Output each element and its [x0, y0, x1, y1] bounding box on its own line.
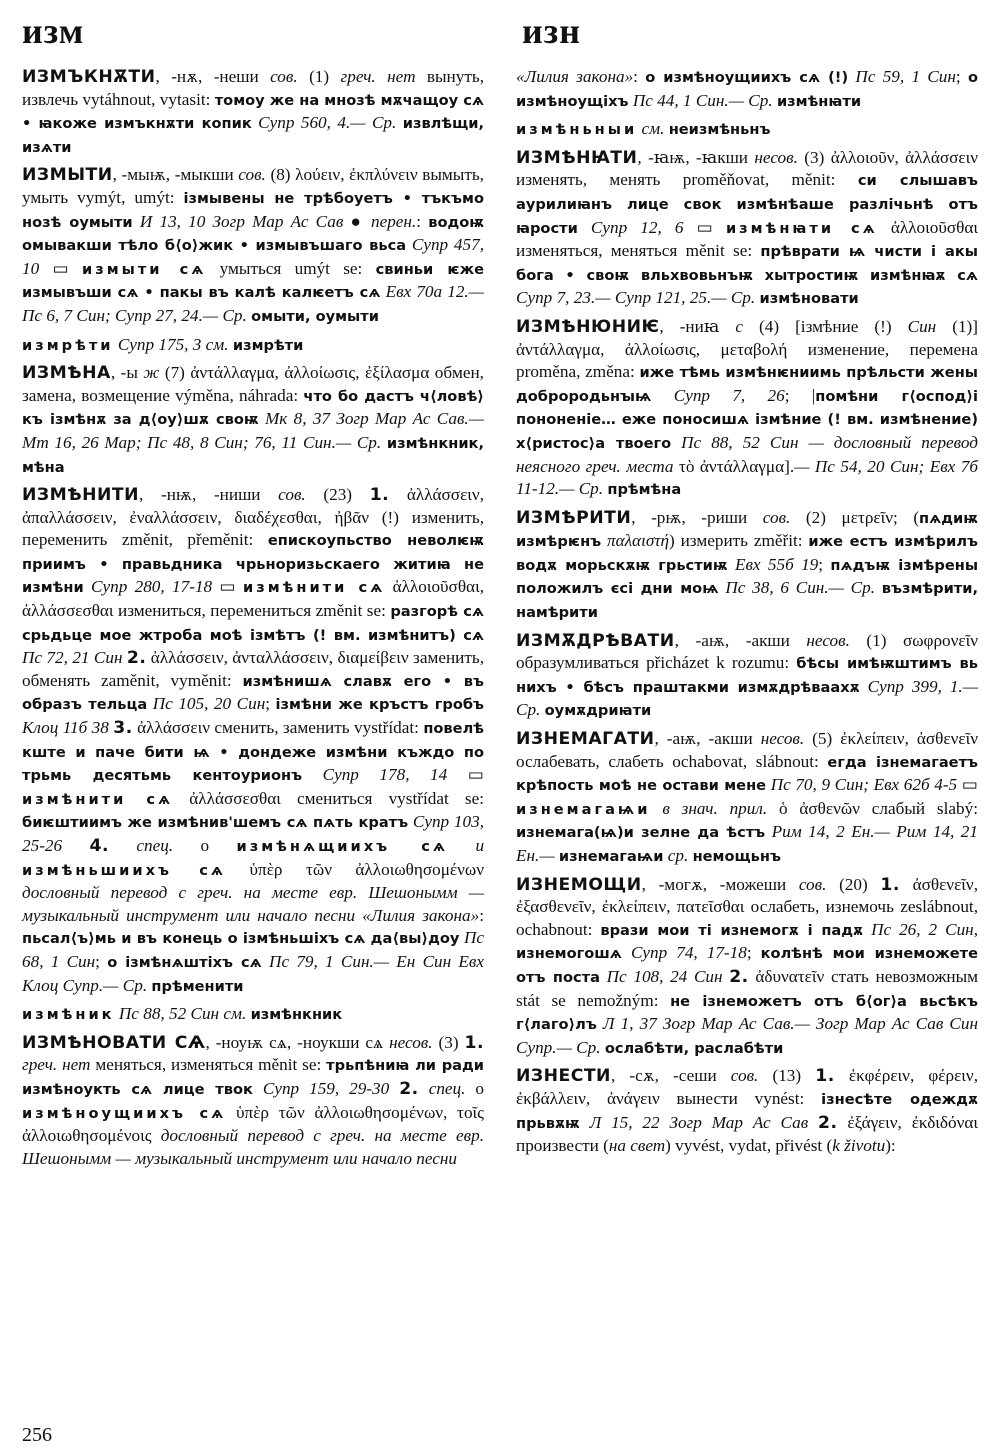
entry-text: Пс 38, 6 Син.— Ср.	[725, 578, 876, 598]
entry-text: сов.	[798, 874, 827, 894]
entry-text: измѣнꙗти сѧ	[725, 219, 878, 237]
entry-text	[578, 218, 591, 237]
entry-text: , -рѭ, -риши	[631, 507, 763, 527]
entry-text: измѣнкник	[250, 1006, 343, 1024]
entry-text: (23)	[305, 485, 370, 505]
entry-text: ▭	[212, 577, 243, 597]
entry-text: греч. нет	[22, 1055, 91, 1075]
entry-text: παλαιστή	[606, 531, 670, 551]
entry-text: Пс 72, 21 Син	[22, 648, 123, 668]
entry-text: Пс 68, 1 Син	[22, 928, 484, 971]
entry-headword: ИЗМЪКНѪТИ	[22, 67, 156, 87]
entry-text: Супр 159, 29-30	[262, 1078, 390, 1098]
entry-text: Клоц 11б 38	[22, 718, 109, 738]
entry-text: , -нѫ, -неши	[155, 67, 271, 86]
entry-text: с	[735, 316, 743, 336]
entry-text: Пс 26, 2 Син	[871, 919, 974, 939]
entry-text: сов.	[238, 165, 266, 185]
entry-text: измѣнкник, мѣна	[22, 434, 485, 476]
entry-text: ▭	[683, 217, 726, 237]
entry-text: Пс 44, 1 Син.— Ср.	[632, 90, 773, 110]
entry-headword: 2.	[818, 1112, 838, 1133]
entry-text: измѣнити сѧ	[242, 579, 386, 597]
entry-headword: 1.	[369, 485, 390, 506]
entry-text: (20)	[826, 874, 881, 894]
entry-headword: 4.	[89, 836, 109, 856]
entry-text: что бо дастъ ч⟨ловѣ⟩къ ізмѣнѫ за д⟨оу⟩шѫ своѭ	[22, 387, 484, 429]
entry-text	[580, 1113, 590, 1132]
entry-text: :	[416, 211, 429, 231]
entry-text: (1) σωφρονεῖν образумливаться přicházet k rozumu:	[516, 630, 979, 673]
right-column	[516, 66, 978, 1163]
entry-text: томоу же на мнозѣ мѫчащоу сѧ • ꙗкоже измъкнѫти копик	[22, 91, 484, 133]
entry-text: трьпѣниꙗ ли ради измѣноукть сѧ лице твок	[22, 1057, 484, 1098]
dictionary-entry	[516, 507, 978, 625]
entry-headword: 2.	[729, 966, 749, 987]
entry-text: егда ізнемагаетъ крѣпость моѣ не остави мене	[516, 753, 979, 795]
entry-text: И 13, 10 Зогр Мар Ас Сав ● перен.	[139, 211, 417, 231]
entry-text: Супр 175, 3 см.	[117, 334, 229, 354]
entry-text: (13)	[758, 1066, 816, 1086]
entry-text: Супр 12, 6	[590, 217, 684, 237]
entry-text	[863, 920, 871, 939]
entry-text: , -ы	[110, 363, 144, 383]
entry-text: спец.	[136, 836, 174, 855]
entry-text: Пс 70, 9 Син; Евх 62б 4-5	[770, 775, 958, 795]
dictionary-entry	[516, 874, 978, 1061]
entry-text: (3) ἀλλοιοῦν, ἀλλάσσειν изменять, менять proměňovat, měnit:	[516, 147, 978, 190]
entry-text	[728, 555, 735, 574]
entry-text: пьсал⟨ъ⟩мь и въ конець о ізмѣньшіхъ сѧ да⟨вы⟩доу	[22, 930, 460, 948]
entry-text	[133, 212, 140, 231]
entry-text: ;	[95, 951, 108, 971]
entry-text: разгорѣ сѧ срьдьце мое жтроба моѣ ізмѣтъ (! вм. измѣнитъ) сѧ	[22, 603, 485, 644]
entry-text: ;	[818, 554, 831, 574]
entry-text	[622, 943, 631, 962]
entry-text: Рим 14, 2 Ен.— Рим 14, 21 Ен.—	[516, 822, 978, 865]
entry-text: извлѣщи, изѧти	[22, 115, 485, 156]
entry-text: Пс 59, 1 Син	[855, 67, 956, 86]
entry-text: ) vyvést, vydat, přivést (	[665, 1136, 833, 1156]
entry-headword: ИЗМѢНОВАТИ СѦ	[22, 1032, 206, 1053]
entry-text: , -сѫ, -сеши	[610, 1066, 731, 1086]
entry-text: ▭	[447, 765, 484, 785]
entry-headword: ИЗМѢНЮНИѤ	[516, 316, 660, 337]
entry-text: Супр 560, 4.— Ср.	[258, 113, 397, 133]
entry-text: ὑπὲρ τῶν ἀλλοιωθησομένων, τοῖς ἀλλοιωθησομένοις	[22, 1102, 484, 1146]
entry-text	[389, 1079, 399, 1098]
dictionary-entry	[516, 1065, 978, 1157]
entry-text: в знач. прил.	[662, 798, 768, 818]
entry-text: о	[465, 1078, 484, 1098]
entry-text: повелѣ кште и паче бити ѩ • дондеже измѣни къждо по трьмь десятьмь кентоурионъ	[22, 720, 484, 785]
entry-text: ἀλλάσσειν, ἀπαλλάσσειν, ἐναλλάσσειν, διαδέχεσθαι, ἠβᾶν (!) изменить, переменить změnit, přeměnit:	[22, 485, 484, 550]
dictionary-entry	[22, 66, 484, 159]
entry-text: изнемагаѩи	[558, 848, 664, 865]
entry-text: (1)	[297, 67, 341, 86]
entry-text: ізмывены не трѣбоуетъ • тъкъмо нозѣ оумыти	[22, 189, 484, 231]
entry-text	[651, 386, 673, 405]
entry-text: измѣньшиихъ сѧ	[22, 861, 227, 879]
entry-text: Мк 8, 37 Зогр Мар Ас Сав.— Мт 16, 26 Мар; Пс 48, 8 Син; 76, 11 Син.— Ср.	[22, 409, 484, 452]
entry-text: Син	[907, 316, 937, 336]
entry-text: ἐξάγειν, ἐκδιδόναι произвести (	[516, 1112, 979, 1156]
entry-text: k životu	[832, 1136, 886, 1156]
entry-text: омыти, оумыти	[251, 307, 379, 325]
entry-text	[875, 578, 882, 597]
entry-headword: ИЗМЫТИ	[22, 165, 113, 186]
entry-text: помѣни г⟨оспод⟩і пононеніе… еже поносишѧ ізмѣние (! вм. измѣнение) х⟨ристос⟩а твоего	[516, 387, 979, 452]
entry-text: Супр 280, 17-18	[91, 577, 213, 597]
entry-text: греч. нет	[340, 67, 416, 86]
entry-text: измѣньныи	[516, 121, 638, 139]
entry-text: врази мои ті изнемогѫ і падѫ	[600, 921, 864, 939]
entry-text: , -нѭ, -ниши	[139, 485, 279, 505]
entry-headword: ИЗМѪДРѢВАТИ	[516, 630, 675, 651]
entry-text	[262, 952, 269, 971]
entry-text: меняться, изменяться měnit se:	[90, 1055, 327, 1075]
page-number: 256	[22, 1424, 52, 1446]
entry-text: ослабѣти, раслабѣти	[604, 1039, 784, 1057]
dictionary-entry	[516, 118, 978, 142]
entry-text: ἀσθενεῖν, ἐξασθενεῖν, ἐκλείπειν, πατεῖσθαι ослабеть, изнемочь zeslábnout, ochabnout:	[516, 874, 978, 939]
entry-headword: ИЗНЕСТИ	[516, 1066, 611, 1087]
entry-text: прѣмѣна	[607, 481, 682, 499]
entry-text: (1)] ἀντάλλαγμα, ἀλλοίωσις, μεταβολή изменение, перемена proměna, změna:	[516, 316, 979, 382]
entry-text: прѣврати ѩ чисти і акы бога • своѭ вльхвовьнъѭ хытростиѭ измѣнꙗѫ сѧ	[516, 243, 978, 284]
entry-text: ▭	[957, 775, 978, 795]
entry-text: ὑπὲρ τῶν ἀλλοιωθησομένων	[226, 859, 485, 879]
entry-text: изнемагаѩи	[516, 800, 651, 818]
entry-text: сов.	[270, 67, 298, 86]
entry-text: Супр 178, 14	[322, 765, 448, 785]
entry-text: сов.	[278, 485, 306, 505]
entry-text: ἀλλάσσειν, ἀνταλλάσσειν, διαμείβειν заменить, обменять zaměnit, vyměnit:	[22, 648, 484, 690]
entry-text: измѣнꙗти	[776, 92, 862, 110]
entry-text: несов.	[760, 729, 805, 749]
entry-text: ізнесѣте одеждѫ прьвѫѭ	[516, 1090, 978, 1132]
entry-text: (3)	[432, 1032, 465, 1052]
entry-text: на свет	[608, 1136, 666, 1156]
entry-text	[84, 577, 91, 596]
entry-text: ізмѣни же кръстъ гробъ	[275, 696, 485, 714]
entry-text: , -аѭ, -акши	[674, 630, 807, 650]
entry-text: , -ꙗѭ, -ꙗкши	[637, 147, 755, 167]
entry-text: ἀλλάσσειν сменить, заменить vystřídat:	[132, 718, 424, 738]
entry-text: умыться umýt se:	[206, 258, 376, 278]
entry-text: ;	[955, 67, 968, 86]
entry-text: несов.	[754, 147, 798, 167]
entry-text: (4) [ізмѣние (!)	[742, 316, 908, 336]
entry-text: (2) μετρεῖν; (	[790, 507, 920, 527]
entry-headword: ИЗНЕМАГАТИ	[516, 729, 655, 750]
entry-text: , -мыѭ, -мыкши	[112, 165, 239, 185]
entry-text: сов.	[730, 1066, 759, 1086]
entry-headword: ИЗМѢНА	[22, 363, 111, 384]
entry-text: измѣноущиихъ сѧ	[22, 1104, 227, 1122]
entry-text	[808, 1113, 818, 1132]
entry-headword: 1.	[464, 1032, 484, 1053]
entry-text: ;	[746, 943, 761, 963]
entry-text: (8) λούειν, ἐκπλύνειν вымыть, умыть vymýt, umýt:	[22, 165, 484, 207]
entry-text: Супр 103, 25-26	[22, 812, 484, 855]
entry-text	[302, 765, 323, 784]
entry-text: измрѣти	[22, 336, 114, 354]
entry-text: дословный перевод с греч. на месте евр. Шешонымм — музыкальный инструмент или начало песни «Лилия закона»	[22, 883, 484, 925]
entry-text	[651, 799, 663, 818]
entry-text: (7) ἀντάλλαγμα, ἀλλοίωσις, ἐξίλασμα обмен, замена, возмещение výměna, náhrada:	[22, 363, 484, 405]
dictionary-entry	[22, 1032, 484, 1171]
entry-text: Супр 7, 26	[673, 385, 785, 405]
entry-text: ▭	[39, 258, 82, 278]
entry-text: несов.	[389, 1032, 433, 1052]
entry-text: оумѫдриꙗти	[544, 702, 652, 720]
entry-text: иже естъ измѣрилъ водѫ морьскѫѭ грьстиѭ	[516, 533, 978, 574]
entry-text: изнемага(ѩ)и зелне да ѣстъ	[516, 824, 766, 842]
entry-text: възмѣрити, намѣрити	[516, 580, 979, 622]
entry-text: Супр 7, 23.— Супр 121, 25.— Ср.	[516, 288, 756, 308]
entry-text: измѣнѧщиихъ сѧ	[236, 838, 449, 855]
entry-text: измѣник	[22, 1006, 115, 1024]
entry-text: ср.	[667, 846, 689, 865]
entry-text: ,	[973, 919, 978, 939]
entry-text: измѣнишѧ славѫ его • въ образъ тельца	[22, 672, 484, 714]
entry-text: Евх 55б 19	[734, 554, 819, 574]
entry-text: о ізмѣнѧштіхъ сѧ	[107, 953, 262, 971]
entry-text: бѣсы имѣѭштимъ вь ниxъ • бѣсъ праштакми измѫдрѣваахѫ	[516, 655, 978, 696]
left-column	[22, 66, 484, 1175]
entry-text: Пс 88, 52 Син см.	[118, 1004, 247, 1024]
entry-text: колѣнѣ мои изнеможете отъ поста	[516, 945, 979, 986]
entry-text: Супр 457, 10	[22, 235, 485, 278]
entry-text: — Пс 54, 20 Син; Евх 7б 11-12.— Ср.	[516, 456, 978, 499]
running-head-right: изн	[522, 11, 581, 51]
entry-headword: 1.	[880, 874, 900, 895]
entry-text	[671, 433, 681, 452]
dictionary-entry	[516, 147, 978, 311]
entry-text: несов.	[806, 630, 850, 650]
entry-text: ὁ ἀσθενῶν слабый slabý:	[767, 798, 978, 818]
entry-text: Л 15, 22 Зогр Мар Ас Сав	[589, 1112, 809, 1132]
dictionary-entry	[22, 164, 484, 328]
entry-headword: ИЗМѢНИТИ	[22, 485, 140, 506]
entry-text: :	[633, 67, 646, 86]
entry-text: измѣновати	[759, 290, 859, 308]
entry-text: и	[475, 836, 485, 855]
entry-text: измѣнити сѧ	[22, 790, 174, 808]
entry-text: неизмѣньнъ	[668, 121, 771, 139]
entry-text: Пс 108, 24 Син	[606, 966, 723, 986]
entry-text: Супр 399, 1.— Ср.	[516, 676, 979, 720]
entry-text: Пс 88, 52 Син — дословный перевод неясного греч. места	[516, 432, 978, 476]
entry-text: епискоупьство неволѥѭ приимъ • правьдника чрьноризьскаего житиꙗ не измѣни	[22, 532, 484, 597]
entry-text: Супр 74, 17-18	[630, 943, 747, 963]
entry-text: , -ноуѭ сѧ, -ноукши сѧ	[205, 1032, 390, 1052]
entry-text: ἀλλοιοῦσθαι изменяться, меняться měnit se:	[516, 217, 978, 261]
entry-text: «Лилия закона»	[516, 67, 634, 86]
entry-text: не ізнеможетъ отъ б⟨ог⟩а вьсѣкъ г⟨лаго⟩лъ	[516, 992, 978, 1034]
entry-text: спец.	[428, 1078, 466, 1098]
entry-text: ):	[885, 1136, 896, 1156]
entry-text: пѧдъѭ ізмѣрены положилъ єсі дни моѩ	[516, 556, 979, 598]
entry-text: см.	[641, 119, 665, 139]
entry-text: биѥштиимъ же измѣнив'шемъ сѧ пѧть кратъ	[22, 814, 409, 832]
entry-text: (5) ἐκλείπειν, ἀσθενεῖν ослабевать, слабеть ochabovat, slábnout:	[516, 729, 978, 771]
entry-text: Л 1, 37 Зогр Мар Ас Сав.— Зогр Мар Ас Сав Син Супр.— Ср.	[516, 1014, 979, 1057]
running-head-left: изм	[22, 11, 85, 51]
entry-text: ἀδυνατεῖν стать невозможным stát se nemožným:	[516, 966, 978, 1010]
entry-text: , -могѫ, -можеши	[641, 874, 799, 894]
entry-text: Евх 70а 12.— Пс 6, 7 Син; Супр 27, 24.— Ср.	[22, 282, 485, 325]
entry-headword: 1.	[815, 1066, 835, 1087]
entry-text: ἐκφέρειν, φέρειν, ἐκβάλλειν, ἀνάγειν вынести vynést:	[516, 1066, 978, 1108]
dictionary-entry	[22, 484, 484, 998]
entry-headword: 2.	[126, 648, 147, 669]
entry-text: пѧдиѭ измѣрѥнъ	[516, 509, 978, 551]
dictionary-entry	[22, 362, 484, 479]
entry-text: свиньи ѥже измывъши сѧ • пакы въ калѣ калѥетъ сѧ	[22, 260, 484, 302]
entry-text: ;	[265, 694, 276, 714]
entry-text: измрѣти	[232, 336, 304, 354]
entry-text: о измѣноущиихъ сѧ (!)	[645, 69, 849, 86]
dictionary-entry	[516, 66, 978, 113]
entry-text: Пс 105, 20 Син	[152, 694, 266, 714]
entry-text: измыти сѧ	[82, 260, 207, 278]
entry-text: сов.	[762, 507, 791, 527]
entry-text	[253, 1079, 263, 1098]
entry-headword: 3.	[113, 718, 133, 739]
entry-text: , -ниꙗ	[659, 316, 736, 336]
entry-text: дословный перевод с греч. на месте евр. Шешонымм — музыкальный инструмент или начало песни	[22, 1126, 484, 1168]
entry-headword: ИЗМѢНꙖТИ	[516, 147, 638, 168]
entry-text: водоѭ омывакши тѣло б⟨о⟩жик • измывъшаго вьса	[22, 213, 485, 255]
entry-text	[62, 836, 89, 855]
entry-text	[109, 836, 136, 855]
entry-text: :	[479, 905, 484, 925]
dictionary-entry	[22, 1003, 484, 1027]
entry-text: ἀλλοιοῦσθαι, ἀλλάσσεσθαι измениться, перемениться změnit se:	[22, 577, 484, 621]
entry-text: вынуть, извлечь vytáhnout, vytasit:	[22, 67, 484, 109]
entry-text	[600, 967, 607, 986]
entry-headword: 2.	[399, 1078, 419, 1099]
entry-headword: ИЗМѢРИТИ	[516, 507, 632, 528]
entry-text: Пс 79, 1 Син.— Ен Син Евх Клоц Супр.— Ср.	[22, 951, 484, 995]
entry-text: ) измерить změřit:	[669, 531, 809, 551]
entry-text: ἀλλάσσεσθαι смениться vystřídat se:	[173, 788, 484, 808]
entry-text: изнемогошѧ	[516, 945, 622, 963]
entry-text: , -аѭ, -акши	[654, 729, 761, 749]
entry-text: τὸ ἀντάλλαγμα].	[673, 456, 795, 476]
entry-text: ; |	[784, 385, 816, 405]
entry-text: о	[173, 836, 237, 855]
dictionary-entry	[516, 316, 978, 502]
entry-text	[419, 1079, 429, 1098]
dictionary-entry	[22, 334, 484, 358]
entry-text	[448, 836, 475, 855]
entry-text	[860, 677, 868, 696]
entry-text: немощьнъ	[692, 848, 781, 865]
entry-text: иже тѣмь измѣнѥниимь прѣльсти жены доброродьнꙑѩ	[516, 364, 978, 405]
entry-text: прѣменити	[151, 977, 244, 995]
dictionary-entry	[516, 728, 978, 869]
dictionary-entry	[516, 630, 978, 723]
entry-text: о измѣноущіхъ	[516, 69, 978, 110]
entry-text: ж	[143, 363, 160, 383]
entry-text: си слышавъ аурилиꙗнъ лице свок измѣнѣаше разлічьнѣ отъ ꙗрости	[516, 172, 979, 237]
entry-headword: ИЗНЕМОЩИ	[516, 874, 642, 895]
